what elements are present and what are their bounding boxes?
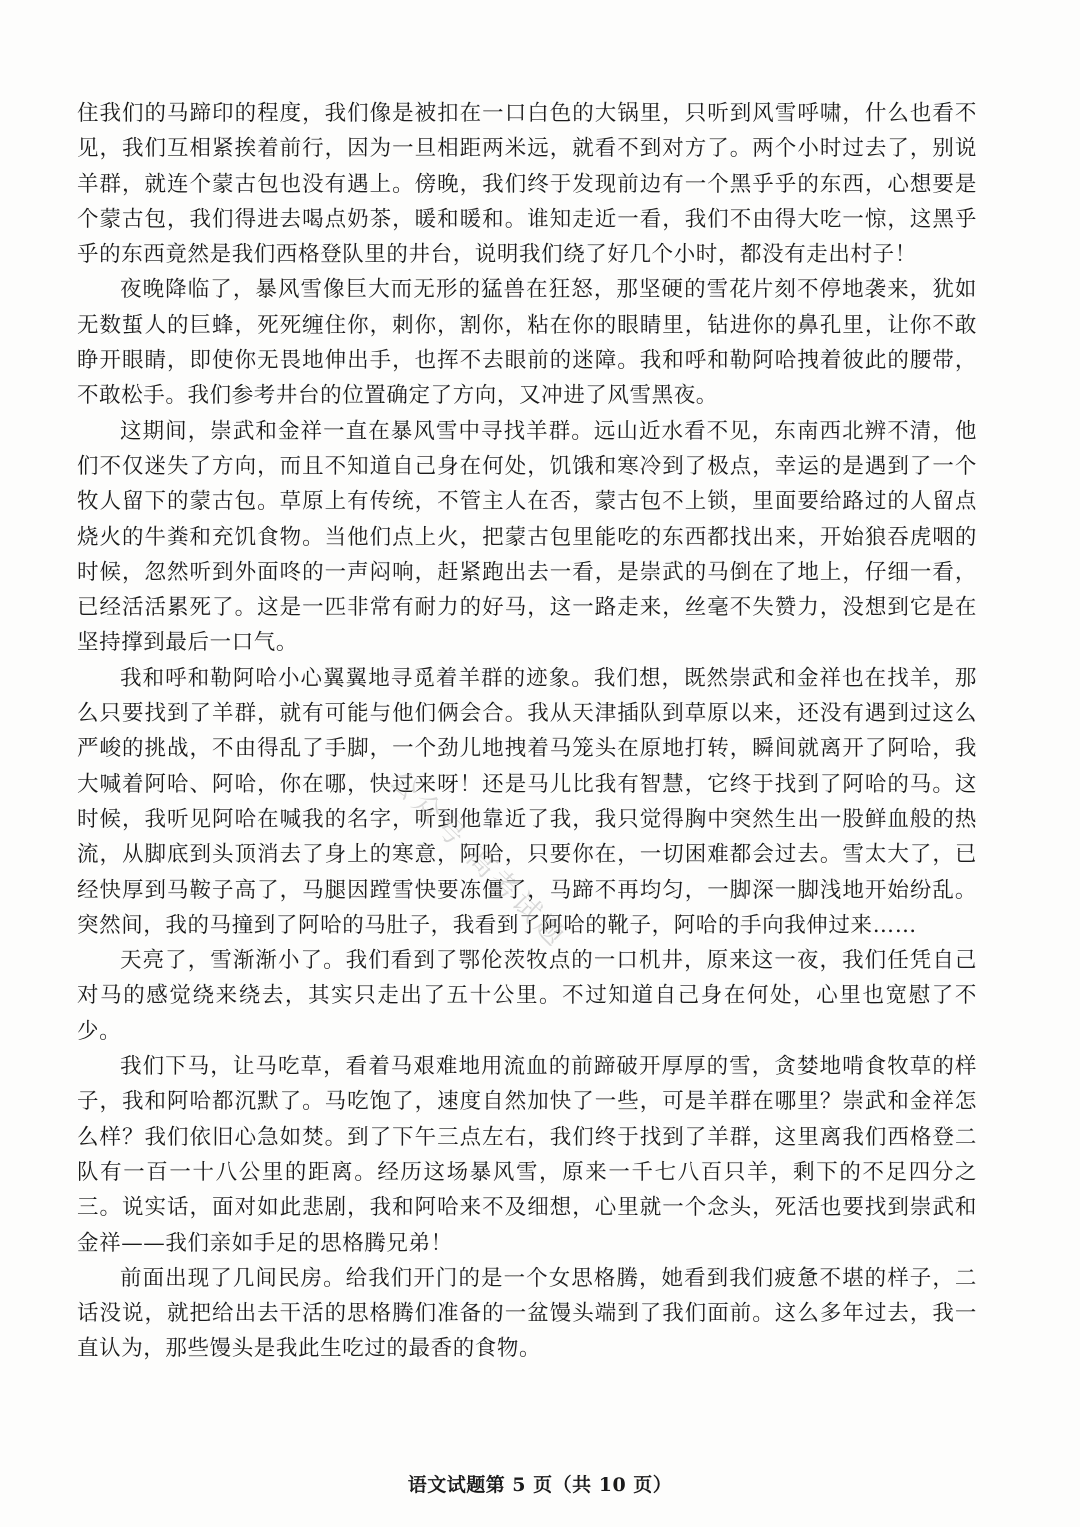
paragraph: 前面出现了几间民房。给我们开门的是一个女思格腾，她看到我们疲惫不堪的样子，二话没说，就把给出去干活的思格腾们准备的一盆馒头端到了我们面前。这么多年过去，我一直认为，那些馒头是我此生吃过的最香的食物。 [77,1265,977,1362]
paragraph: 这期间，崇武和金祥一直在暴风雪中寻找羊群。远山近水看不见，东南西北辨不清，他们不仅迷失了方向，而且不知道自己身在何处，饥饿和寒冷到了极点，幸运的是遇到了一个牧人留下的蒙古包。草原上有传统，不管主人在否，蒙古包不上锁，里面要给路过的人留点烧火的牛粪和充饥食物。当他们点上火，把蒙古包里能吃的东西都找出来，开始狼吞虎咽的时候，忽然听到外面咚的一声闷响，赶紧跑出去一看，是崇武的马倒在了地上，仔细一看，已经活活累死了。这是一匹非常有耐力的好马，这一路走来，丝毫不失赞力，没想到它是在坚持撑到最后一口气。 [77,418,977,656]
paragraph: 天亮了，雪渐渐小了。我们看到了鄂伦茨牧点的一口机井，原来这一夜，我们任凭自己对马的感觉绕来绕去，其实只走出了五十公里。不过知道自己身在何处，心里也宽慰了不少。 [77,948,977,1044]
paragraph: 我们下马，让马吃草，看着马艰难地用流血的前蹄破开厚厚的雪，贪婪地啃食牧草的样子，我和阿哈都沉默了。马吃饱了，速度自然加快了一些，可是羊群在哪里？崇武和金祥怎么样？我们依旧心急如焚。到了下午三点左右，我们终于找到了羊群，这里离我们西格登二队有一百一十八公里的距离。经历这场暴风雪，原来一千七八百只羊，剩下的不足四分之三。说实话，面对如此悲剧，我和阿哈来不及细想，心里就一个念头，死活也要找到崇武和金祥——我们亲如手足的思格腾兄弟！ [77,1054,977,1256]
page-footer: 语文试题第 5 页（共 10 页） [407,1474,673,1496]
paragraph: 住我们的马蹄印的程度，我们像是被扣在一口白色的大锅里，只听到风雪呼啸，什么也看不见，我们互相紧挨着前行，因为一旦相距两米远，就看不到对方了。两个小时过去了，别说羊群，就连个蒙古包也没有遇上。傍晚，我们终于发现前边有一个黑乎乎的东西，心想要是个蒙古包，我们得进去喝点奶茶，暖和暖和。谁知走近一看，我们不由得大吃一惊，这黑乎乎的东西竟然是我们西格登队里的井台，说明我们绕了好几个小时，都没有走出村子！ [77,101,977,268]
paragraph: 我和呼和勒阿哈小心翼翼地寻觅着羊群的迹象。我们想，既然崇武和金祥也在找羊，那么只要找到了羊群，就有可能与他们俩会合。我从天津插队到草原以来，还没有遇到过这么严峻的挑战，不由得乱了手脚，一个劲儿地拽着马笼头在原地打转，瞬间就离开了阿哈，我大喊着阿哈、阿哈，你在哪，快过来呀！还是马儿比我有智慧，它终于找到了阿哈的马。这时候，我听见阿哈在喊我的名字，听到他靠近了我，我只觉得胸中突然生出一股鲜血般的热流，从脚底到头顶消去了身上的寒意，阿哈，只要你在，一切困难都会过去。雪太大了，已经快厚到马鞍子高了，马腿因蹚雪快要冻僵了，马蹄不再均匀，一脚深一脚浅地开始纷乱。突然间，我的马撞到了阿哈的马肚子，我看到了阿哈的靴子，阿哈的手向我伸过来…… [77,665,977,938]
watermark: 公众号·高考试题 [383,763,574,955]
article-body [77,96,977,1367]
paragraph: 夜晚降临了，暴风雪像巨大而无形的猛兽在狂怒，那坚硬的雪花片刻不停地袭来，犹如无数蜇人的巨蜂，死死缠住你，刺你，割你，粘在你的眼睛里，钻进你的鼻孔里，让你不敢睁开眼睛，即使你无畏地伸出手，也挥不去眼前的迷障。我和呼和勒阿哈拽着彼此的腰带，不敢松手。我们参考井台的位置确定了方向，又冲进了风雪黑夜。 [77,277,977,409]
